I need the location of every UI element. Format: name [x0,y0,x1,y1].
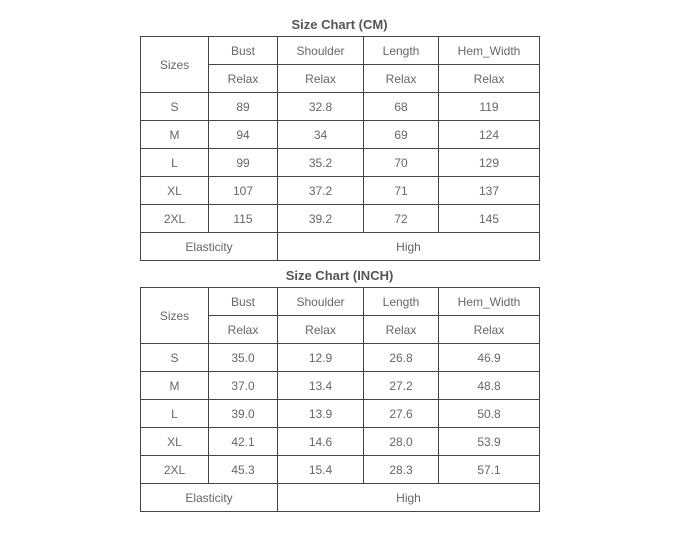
fit-subheader-cell: Relax [209,65,278,93]
measurement-cell: 124 [439,121,540,149]
measurement-cell: 28.0 [364,428,439,456]
table-row [141,400,540,428]
column-header-cell: Hem_Width [439,288,540,316]
measurement-cell: 119 [439,93,540,121]
measurement-cell: 27.2 [364,372,439,400]
measurement-cell: 37.2 [278,177,364,205]
column-header-cell: Bust [209,288,278,316]
table-row [141,456,540,484]
measurement-cell: 57.1 [439,456,540,484]
measurement-cell: 39.0 [209,400,278,428]
size-label-cell: XL [141,428,209,456]
measurement-cell: 53.9 [439,428,540,456]
measurement-cell: 14.6 [278,428,364,456]
sizes-header-cell: Sizes [141,288,209,344]
column-header-cell: Length [364,288,439,316]
elasticity-label-cell: Elasticity [141,484,278,512]
measurement-cell: 28.3 [364,456,439,484]
measurement-cell: 39.2 [278,205,364,233]
measurement-cell: 37.0 [209,372,278,400]
measurement-cell: 115 [209,205,278,233]
measurement-cell: 45.3 [209,456,278,484]
measurement-cell: 42.1 [209,428,278,456]
fit-subheader-cell: Relax [439,316,540,344]
fit-subheader-cell: Relax [209,316,278,344]
fit-subheader-cell: Relax [278,316,364,344]
measurement-cell: 71 [364,177,439,205]
table-row [141,205,540,233]
measurement-cell: 35.2 [278,149,364,177]
measurement-cell: 107 [209,177,278,205]
elasticity-value-cell: High [278,233,540,261]
table-row [141,121,540,149]
measurement-cell: 32.8 [278,93,364,121]
fit-subheader-cell: Relax [364,65,439,93]
column-header-cell: Hem_Width [439,37,540,65]
elasticity-row [141,484,540,512]
size-chart-cm-table [140,36,540,261]
size-label-cell: S [141,344,209,372]
measurement-cell: 94 [209,121,278,149]
size-label-cell: L [141,149,209,177]
measurement-cell: 69 [364,121,439,149]
measurement-cell: 13.9 [278,400,364,428]
measurement-cell: 99 [209,149,278,177]
sizes-header-cell: Sizes [141,37,209,93]
elasticity-row [141,233,540,261]
measurement-cell: 48.8 [439,372,540,400]
size-chart-cm-title: Size Chart (CM) [291,17,388,32]
size-chart-inch-title: Size Chart (INCH) [285,268,394,283]
size-label-cell: 2XL [141,456,209,484]
column-header-cell: Length [364,37,439,65]
fit-subheader-cell: Relax [278,65,364,93]
table-row [141,93,540,121]
measurement-cell: 145 [439,205,540,233]
table-row [141,372,540,400]
fit-subheader-cell: Relax [439,65,540,93]
measurement-cell: 13.4 [278,372,364,400]
size-label-cell: M [141,372,209,400]
table-row [141,177,540,205]
measurement-cell: 72 [364,205,439,233]
measurement-cell: 26.8 [364,344,439,372]
size-label-cell: L [141,400,209,428]
size-label-cell: S [141,93,209,121]
measurement-cell: 89 [209,93,278,121]
column-header-cell: Bust [209,37,278,65]
measurement-cell: 70 [364,149,439,177]
fit-subheader-cell: Relax [364,316,439,344]
size-label-cell: 2XL [141,205,209,233]
column-header-cell: Shoulder [278,288,364,316]
measurement-cell: 15.4 [278,456,364,484]
table-row [141,149,540,177]
size-label-cell: XL [141,177,209,205]
measurement-cell: 68 [364,93,439,121]
table-row [141,428,540,456]
measurement-cell: 46.9 [439,344,540,372]
size-label-cell: M [141,121,209,149]
column-header-cell: Shoulder [278,37,364,65]
measurement-cell: 50.8 [439,400,540,428]
elasticity-label-cell: Elasticity [141,233,278,261]
measurement-cell: 137 [439,177,540,205]
measurement-cell: 35.0 [209,344,278,372]
measurement-cell: 27.6 [364,400,439,428]
measurement-cell: 129 [439,149,540,177]
elasticity-value-cell: High [278,484,540,512]
header-row [141,37,540,65]
header-row [141,288,540,316]
measurement-cell: 34 [278,121,364,149]
size-chart-inch-table [140,287,540,512]
measurement-cell: 12.9 [278,344,364,372]
table-row [141,344,540,372]
